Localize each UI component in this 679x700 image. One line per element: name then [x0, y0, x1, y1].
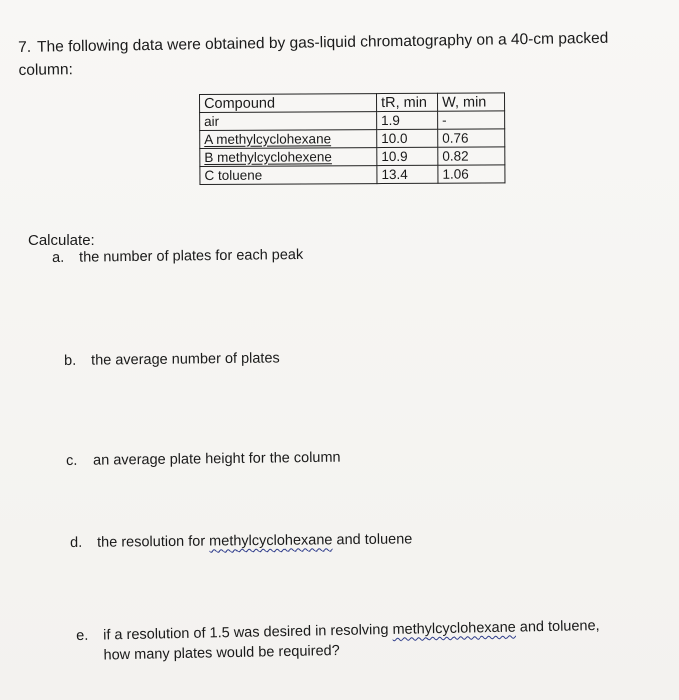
cell-retention-time: 10.9	[377, 147, 438, 165]
sub-question-b	[64, 348, 280, 371]
sub-question-c	[66, 448, 341, 471]
question-prompt	[18, 26, 669, 82]
cell-compound: air	[200, 112, 377, 131]
table-row	[200, 111, 505, 131]
sub-question-text-before: if a resolution of 1.5 was desired in resolving	[103, 621, 393, 644]
sub-question-d	[70, 529, 412, 553]
cell-peak-width: 0.82	[438, 147, 505, 165]
highlighted-term: methylcyclohexane	[209, 532, 333, 550]
cell-peak-width: 0.76	[438, 129, 505, 147]
sub-question-label: c.	[66, 452, 78, 469]
question-number: 7.	[18, 38, 32, 56]
sub-question-text-before: the resolution for	[97, 533, 210, 551]
table-row	[200, 147, 505, 167]
chromatography-data-table	[199, 92, 505, 185]
sub-question-e	[76, 616, 600, 666]
cell-compound: B methylcyclohexene	[200, 148, 377, 167]
header-compound: Compound	[200, 94, 377, 113]
sub-question-a	[52, 245, 303, 268]
table-header-row	[200, 93, 505, 113]
sub-question-label: a.	[52, 249, 65, 266]
cell-compound: C toluene	[200, 166, 377, 185]
cell-compound: A methylcyclohexane	[200, 130, 377, 149]
cell-retention-time: 1.9	[377, 111, 438, 129]
sub-question-text-after: and toluene	[332, 531, 413, 549]
table-row	[200, 129, 505, 149]
sub-question-label: d.	[70, 534, 83, 551]
cell-retention-time: 13.4	[377, 165, 438, 183]
cell-peak-width: 1.06	[438, 165, 505, 183]
sub-question-text-after: and toluene,	[515, 617, 600, 636]
sub-question-text-line2: how many plates would be required?	[103, 642, 340, 664]
sub-question-text: the number of plates for each peak	[79, 246, 304, 266]
highlighted-term: methylcyclohexane	[392, 619, 516, 638]
question-text-line1: The following data were obtained by gas-liquid chromatography on a 40-cm packed	[36, 29, 609, 56]
cell-peak-width: -	[438, 111, 505, 129]
cell-retention-time: 10.0	[377, 129, 438, 147]
table-row	[200, 165, 505, 185]
calculate-heading: Calculate:	[28, 232, 95, 249]
question-text-line2: column:	[18, 61, 73, 79]
sub-question-text: an average plate height for the column	[93, 449, 341, 469]
header-retention-time: tR, min	[377, 93, 438, 111]
sub-question-label: b.	[64, 352, 77, 369]
sub-question-text: the average number of plates	[91, 350, 280, 369]
header-peak-width: W, min	[437, 93, 504, 111]
sub-question-label: e.	[76, 627, 89, 644]
